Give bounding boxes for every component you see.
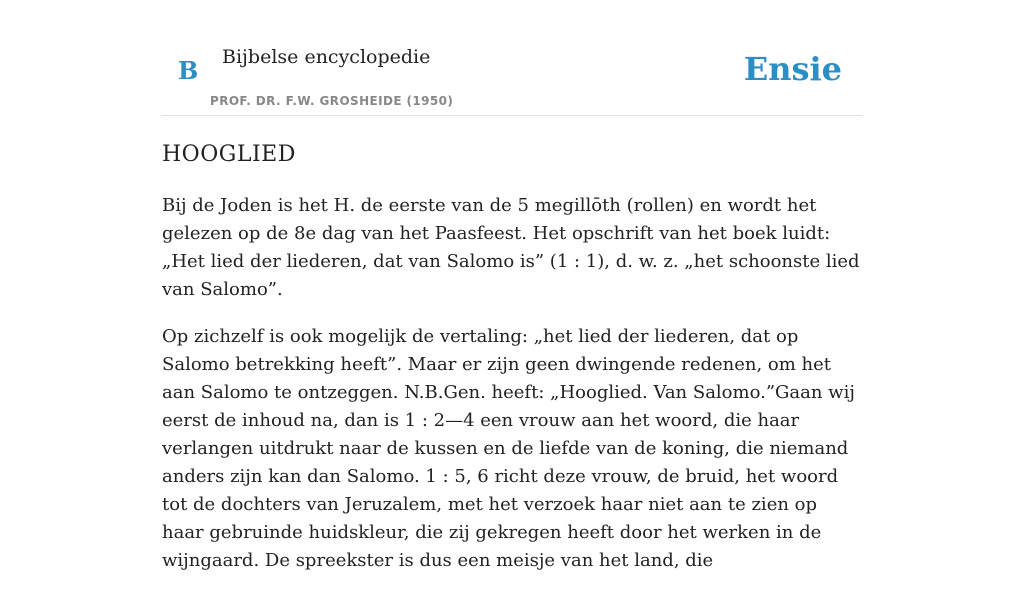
article-title: HOOGLIED — [162, 142, 296, 167]
paragraph: Op zichzelf is ook mogelijk de vertaling: „het lied der liederen, dat op Salomo betrekking heeft”. Maar er zijn geen dwingende redenen, om het aan Salomo te ontzeggen. N.B.Gen. heeft: „Hooglied. Van Salomo.”Gaan wij eerst de inhoud na, dan is 1 : 2—4 een vrouw aan het woord, die haar verlangen uitdrukt naar de kussen en de liefde van de koning, die niemand anders zijn kan dan Salomo. 1 : 5, 6 richt deze vrouw, de bruid, het woord tot de dochters van Jeruzalem, met het verzoek haar niet aan te zien op haar gebruinde huidskleur, die zij gekregen heeft door het werken in de wijngaard. De spreekster is dus een meisje van het land, die — [162, 326, 855, 571]
paragraph: Bij de Joden is het H. de eerste van de 5 megillōth (rollen) en wordt het gelezen op de 8e dag van het Paasfeest. Het opschrift van het boek luidt: „Het lied der liederen, dat van Salomo is” (1 : 1), d. w. z. „het schoonste lied van Salomo”. — [162, 195, 860, 300]
ensie-logo-link[interactable]: Ensie — [743, 50, 842, 88]
page — [162, 0, 862, 571]
author-credit: PROF. DR. F.W. GROSHEIDE (1950) — [210, 94, 454, 108]
logo-letter[interactable]: B — [178, 56, 199, 85]
encyclopedia-title[interactable]: Bijbelse encyclopedie — [222, 46, 431, 68]
header — [162, 0, 862, 116]
article-body — [162, 192, 862, 594]
